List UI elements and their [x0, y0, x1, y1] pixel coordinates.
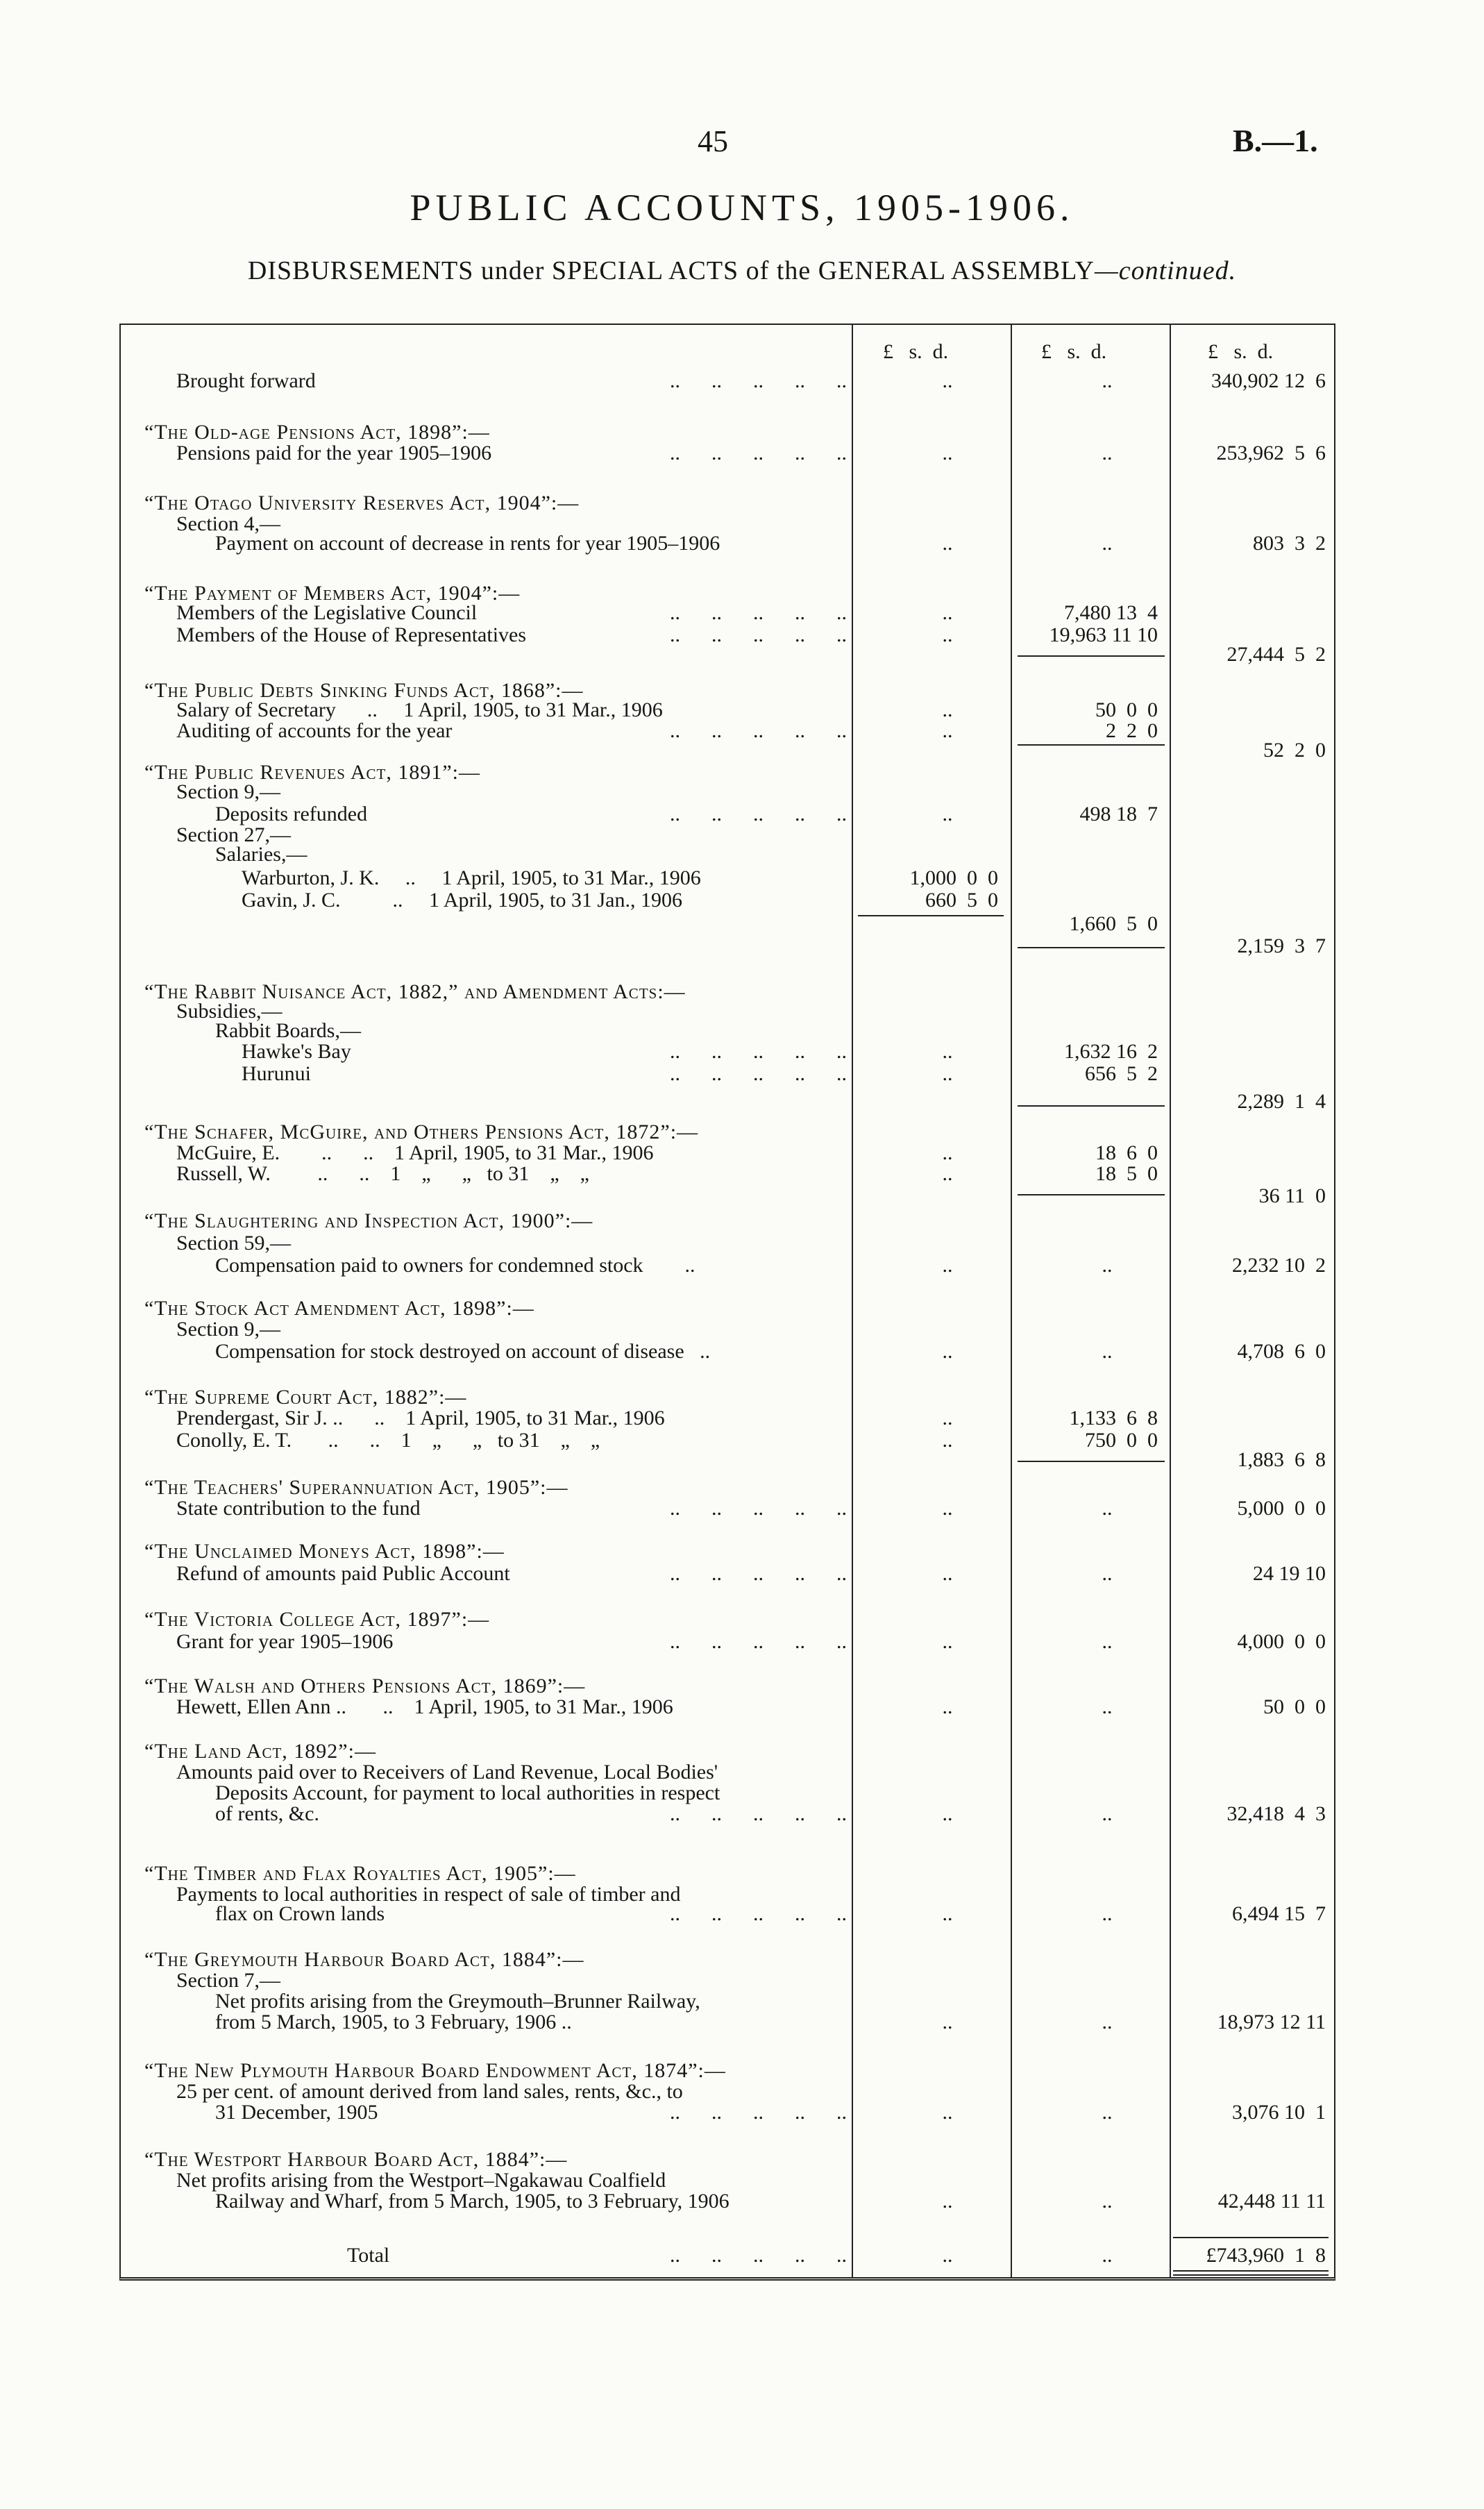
- table-row: [0, 1448, 1484, 1472]
- table-row: [0, 1062, 1484, 1086]
- page-number: 45: [698, 124, 728, 158]
- table-row: [0, 2190, 1484, 2213]
- row-description: Hawke's Bay: [242, 1040, 351, 1063]
- amount-c3: 2,159 3 7: [1237, 934, 1326, 957]
- amount-c3: 32,418 4 3: [1226, 1802, 1326, 1825]
- leader-dots: .. .. .. .. ..: [670, 1062, 847, 1085]
- leader-dots: .. .. .. .. ..: [670, 369, 847, 392]
- amount-c1: ..: [942, 1562, 953, 1585]
- table-row: [0, 1407, 1484, 1430]
- row-description: Deposits refunded: [215, 803, 368, 825]
- amount-c3: 18,973 12 11: [1217, 2011, 1326, 2033]
- leader-dots: .. .. .. .. ..: [670, 1630, 847, 1653]
- leader-dots: .. .. .. .. ..: [670, 601, 847, 624]
- subtitle-text: DISBURSEMENTS under SPECIAL ACTS of the GENERAL ASSEMBLY: [247, 256, 1095, 285]
- subtotal-rule: [1018, 744, 1165, 746]
- amount-c1: ..: [942, 1407, 953, 1429]
- act-heading: “The Old-age Pensions Act, 1898”:—: [144, 421, 490, 444]
- table-row: [0, 1675, 1484, 1698]
- row-description: Railway and Wharf, from 5 March, 1905, to 3 February, 1906: [215, 2190, 730, 2213]
- table-row: [0, 2059, 1484, 2083]
- subtotal-rule: [858, 915, 1004, 916]
- amount-c2: ..: [1102, 1902, 1113, 1925]
- act-heading: “The Supreme Court Act, 1882”:—: [144, 1386, 467, 1409]
- amount-c1: ..: [942, 601, 953, 624]
- table-row: [0, 1608, 1484, 1631]
- row-description: Conolly, E. T. .. .. 1 „ „ to 31 „ „: [176, 1429, 600, 1452]
- amount-c2: 656 5 2: [1085, 1062, 1158, 1085]
- amount-c3: 50 0 0: [1263, 1695, 1326, 1718]
- table-row: [0, 1184, 1484, 1208]
- amount-c2: ..: [1102, 2101, 1113, 2124]
- leader-dots: .. .. .. .. ..: [670, 1562, 847, 1585]
- table-row: [0, 421, 1484, 444]
- table-row: [0, 2169, 1484, 2192]
- table-row: [0, 369, 1484, 393]
- amount-c2: ..: [1102, 2190, 1113, 2213]
- table-row: [0, 698, 1484, 722]
- amount-c2: ..: [1102, 1695, 1113, 1718]
- row-description: Compensation for stock destroyed on account of disease ..: [215, 1340, 711, 1363]
- amount-c2: ..: [1102, 2244, 1113, 2267]
- table-row: [0, 1019, 1484, 1043]
- page-title: PUBLIC ACCOUNTS, 1905-1906.: [410, 187, 1074, 228]
- amount-c3: 52 2 0: [1263, 739, 1326, 762]
- column-heading-2: £ s. d.: [1041, 340, 1107, 363]
- table-row: [0, 780, 1484, 804]
- amount-c1: 1,000 0 0: [909, 866, 998, 889]
- row-description: Payment on account of decrease in rents for year 1905–1906: [215, 532, 720, 555]
- row-description: Hewett, Ellen Ann .. .. 1 April, 1905, to 31 Mar., 1906: [176, 1695, 673, 1718]
- act-heading: “The Stock Act Amendment Act, 1898”:—: [144, 1297, 534, 1320]
- amount-c3: 5,000 0 0: [1237, 1497, 1326, 1520]
- amount-c2: ..: [1102, 1802, 1113, 1825]
- amount-c3: 253,962 5 6: [1216, 442, 1326, 464]
- amount-c3: 4,708 6 0: [1237, 1340, 1326, 1363]
- amount-c3: 340,902 12 6: [1211, 369, 1326, 392]
- table-row: [0, 934, 1484, 958]
- subtitle-suffix: —continued.: [1094, 256, 1237, 285]
- act-heading: “The Public Revenues Act, 1891”:—: [144, 761, 480, 784]
- row-description: Section 27,—: [176, 823, 291, 846]
- amount-c1: ..: [942, 698, 953, 721]
- document-reference: B.—1.: [1233, 123, 1318, 158]
- table-row: [0, 1862, 1484, 1886]
- act-heading: “The Rabbit Nuisance Act, 1882,” and Amendment Acts:—: [144, 980, 686, 1003]
- row-description: Total: [347, 2244, 390, 2267]
- table-row: [0, 1162, 1484, 1186]
- amount-c2: ..: [1102, 1340, 1113, 1363]
- table-row: [0, 442, 1484, 465]
- row-description: Net profits arising from the Greymouth–Brunner Railway,: [215, 1990, 700, 2013]
- act-heading: “The Otago University Reserves Act, 1904”:—: [144, 492, 580, 514]
- amount-c3: 6,494 15 7: [1232, 1902, 1326, 1925]
- row-description: Salary of Secretary .. 1 April, 1905, to 31 Mar., 1906: [176, 698, 663, 721]
- amount-c3: 2,232 10 2: [1232, 1254, 1326, 1277]
- subtotal-rule: [1018, 947, 1165, 948]
- table-row: [0, 643, 1484, 666]
- subtotal-rule: [1018, 1105, 1165, 1107]
- total-double-rule: [1173, 2270, 1329, 2276]
- amount-c2: 1,660 5 0: [1069, 912, 1158, 935]
- amount-c1: ..: [942, 1497, 953, 1520]
- amount-c1: ..: [942, 719, 953, 742]
- amount-c2: ..: [1102, 2011, 1113, 2033]
- row-description: Section 59,—: [176, 1232, 291, 1254]
- table-row: [0, 739, 1484, 762]
- table-row: [0, 1761, 1484, 1784]
- table-row: [0, 1969, 1484, 1992]
- amount-c1: ..: [942, 1340, 953, 1363]
- amount-c3: 1,883 6 8: [1237, 1448, 1326, 1471]
- row-description: Salaries,—: [215, 843, 307, 866]
- table-row: [0, 1232, 1484, 1255]
- page-subtitle: [0, 255, 1484, 286]
- row-description: Pensions paid for the year 1905–1906: [176, 442, 492, 464]
- amount-c3: 4,000 0 0: [1237, 1630, 1326, 1653]
- table-row: [0, 1040, 1484, 1064]
- table-row: [0, 803, 1484, 826]
- amount-c1: ..: [942, 1630, 953, 1653]
- act-heading: “The Land Act, 1892”:—: [144, 1740, 376, 1763]
- act-heading: “The Slaughtering and Inspection Act, 1900”:—: [144, 1209, 593, 1232]
- row-description: 31 December, 1905: [215, 2101, 378, 2124]
- table-row: [0, 1562, 1484, 1586]
- leader-dots: .. .. .. .. ..: [670, 2244, 847, 2267]
- table-row: [0, 1948, 1484, 1972]
- row-description: McGuire, E. .. .. 1 April, 1905, to 31 Mar., 1906: [176, 1141, 654, 1164]
- subtotal-rule: [1018, 1194, 1165, 1195]
- row-description: State contribution to the fund: [176, 1497, 421, 1520]
- row-description: Warburton, J. K. .. 1 April, 1905, to 31 Mar., 1906: [242, 866, 701, 889]
- amount-c2: ..: [1102, 442, 1113, 464]
- table-row: [0, 1540, 1484, 1563]
- act-heading: “The Schafer, McGuire, and Others Pensions Act, 1872”:—: [144, 1121, 699, 1143]
- table-row: [0, 889, 1484, 912]
- leader-dots: .. .. .. .. ..: [670, 719, 847, 742]
- amount-c2: ..: [1102, 1562, 1113, 1585]
- amount-c2: 498 18 7: [1079, 803, 1158, 825]
- amount-c1: 660 5 0: [925, 889, 998, 912]
- amount-c2: ..: [1102, 369, 1113, 392]
- row-description: Auditing of accounts for the year: [176, 719, 453, 742]
- table-row: [0, 492, 1484, 515]
- row-description: 25 per cent. of amount derived from land sales, rents, &c., to: [176, 2080, 683, 2103]
- row-description: Rabbit Boards,—: [215, 1019, 361, 1042]
- act-heading: “The Westport Harbour Board Act, 1884”:—: [144, 2148, 568, 2171]
- amount-c1: ..: [942, 532, 953, 555]
- amount-c2: ..: [1102, 532, 1113, 555]
- table-row: [0, 1497, 1484, 1520]
- row-description: from 5 March, 1905, to 3 February, 1906 ..: [215, 2011, 572, 2033]
- table-row: [0, 1802, 1484, 1826]
- amount-c2: 50 0 0: [1095, 698, 1158, 721]
- row-description: Russell, W. .. .. 1 „ „ to 31 „ „: [176, 1162, 589, 1185]
- table-row: [0, 866, 1484, 890]
- amount-c1: ..: [942, 369, 953, 392]
- amount-c2: 750 0 0: [1085, 1429, 1158, 1452]
- act-heading: “The Payment of Members Act, 1904”:—: [144, 582, 521, 605]
- amount-c1: ..: [942, 1429, 953, 1452]
- row-description: Net profits arising from the Westport–Ngakawau Coalfield: [176, 2169, 666, 2192]
- subtotal-rule: [1018, 655, 1165, 657]
- amount-c2: ..: [1102, 1254, 1113, 1277]
- act-heading: “The Unclaimed Moneys Act, 1898”:—: [144, 1540, 505, 1563]
- table-row: [0, 532, 1484, 555]
- leader-dots: .. .. .. .. ..: [670, 1040, 847, 1063]
- table-row: [0, 1141, 1484, 1165]
- table-row: [0, 1297, 1484, 1320]
- amount-c2: 2 2 0: [1106, 719, 1158, 742]
- amount-c1: ..: [942, 2011, 953, 2033]
- row-description: Section 4,—: [176, 512, 280, 535]
- act-heading: “The Timber and Flax Royalties Act, 1905”:—: [144, 1862, 576, 1885]
- row-description: Members of the House of Representatives: [176, 623, 527, 646]
- table-row: [0, 1476, 1484, 1500]
- table-row: [0, 1254, 1484, 1277]
- amount-c3: 27,444 5 2: [1226, 643, 1326, 666]
- amount-c1: ..: [942, 1040, 953, 1063]
- table-row: [0, 1695, 1484, 1719]
- table-row: [0, 1386, 1484, 1409]
- row-description: Amounts paid over to Receivers of Land Revenue, Local Bodies': [176, 1761, 718, 1784]
- amount-c1: ..: [942, 803, 953, 825]
- amount-c2: 19,963 11 10: [1049, 623, 1158, 646]
- amount-c1: ..: [942, 1802, 953, 1825]
- amount-c3: 36 11 0: [1258, 1184, 1326, 1207]
- table-row: [0, 601, 1484, 625]
- act-heading: “The Teachers' Superannuation Act, 1905”:—: [144, 1476, 568, 1499]
- amount-c1: ..: [942, 1695, 953, 1718]
- amount-c3: 3,076 10 1: [1232, 2101, 1326, 2124]
- row-description: Prendergast, Sir J. .. .. 1 April, 1905, to 31 Mar., 1906: [176, 1407, 665, 1429]
- table-row: [0, 1209, 1484, 1233]
- row-description: Compensation paid to owners for condemned stock ..: [215, 1254, 695, 1277]
- table-row: [0, 1340, 1484, 1363]
- leader-dots: .. .. .. .. ..: [670, 1902, 847, 1925]
- row-description: flax on Crown lands: [215, 1902, 385, 1925]
- amount-c1: ..: [942, 1141, 953, 1164]
- amount-c2: 18 5 0: [1095, 1162, 1158, 1185]
- amount-c2: ..: [1102, 1630, 1113, 1653]
- table-row: [0, 2148, 1484, 2172]
- row-description: Section 9,—: [176, 780, 280, 803]
- table-row: [0, 1781, 1484, 1805]
- row-description: Refund of amounts paid Public Account: [176, 1562, 510, 1585]
- subtotal-rule: [1018, 1461, 1165, 1462]
- amount-c3: £743,960 1 8: [1206, 2244, 1326, 2267]
- row-description: Gavin, J. C. .. 1 April, 1905, to 31 Jan., 1906: [242, 889, 682, 912]
- amount-c2: ..: [1102, 1497, 1113, 1520]
- amount-c3: 24 19 10: [1253, 1562, 1326, 1585]
- amount-c1: ..: [942, 623, 953, 646]
- column-heading-1: £ s. d.: [883, 340, 949, 363]
- amount-c1: ..: [942, 1062, 953, 1085]
- amount-c3: 803 3 2: [1253, 532, 1326, 555]
- amount-c2: 18 6 0: [1095, 1141, 1158, 1164]
- act-heading: “The Greymouth Harbour Board Act, 1884”:—: [144, 1948, 584, 1971]
- row-description: Subsidies,—: [176, 1000, 283, 1023]
- row-description: Members of the Legislative Council: [176, 601, 478, 624]
- row-description: Deposits Account, for payment to local authorities in respect: [215, 1781, 720, 1804]
- act-heading: “The Public Debts Sinking Funds Act, 1868”:—: [144, 679, 584, 702]
- table-row: [0, 1902, 1484, 1926]
- amount-c1: ..: [942, 2244, 953, 2267]
- amount-c1: ..: [942, 2101, 953, 2124]
- table-row: [0, 2101, 1484, 2124]
- leader-dots: .. .. .. .. ..: [670, 442, 847, 464]
- table-row: [0, 1990, 1484, 2013]
- amount-c2: 7,480 13 4: [1064, 601, 1158, 624]
- row-description: Hurunui: [242, 1062, 311, 1085]
- amount-c1: ..: [942, 1254, 953, 1277]
- row-description: Section 7,—: [176, 1969, 280, 1992]
- leader-dots: .. .. .. .. ..: [670, 1497, 847, 1520]
- table-row: [0, 843, 1484, 866]
- leader-dots: .. .. .. .. ..: [670, 1802, 847, 1825]
- table-row: [0, 1090, 1484, 1114]
- row-description: Section 9,—: [176, 1318, 280, 1341]
- leader-dots: .. .. .. .. ..: [670, 2101, 847, 2124]
- table-row: [0, 912, 1484, 936]
- table-row: [0, 1630, 1484, 1654]
- row-description: Brought forward: [176, 369, 316, 392]
- leader-dots: .. .. .. .. ..: [670, 623, 847, 646]
- amount-c1: ..: [942, 2190, 953, 2213]
- act-heading: “The Victoria College Act, 1897”:—: [144, 1608, 490, 1631]
- table-row: [0, 2244, 1484, 2267]
- act-heading: “The New Plymouth Harbour Board Endowment Act, 1874”:—: [144, 2059, 726, 2082]
- amount-c1: ..: [942, 1902, 953, 1925]
- row-description: Grant for year 1905–1906: [176, 1630, 394, 1653]
- amount-c2: 1,133 6 8: [1069, 1407, 1158, 1429]
- table-row: [0, 2080, 1484, 2104]
- table-row: [0, 2011, 1484, 2034]
- table-row: [0, 1121, 1484, 1144]
- act-heading: “The Walsh and Others Pensions Act, 1869”:—: [144, 1675, 586, 1697]
- total-rule: [1173, 2237, 1329, 2238]
- amount-c1: ..: [942, 442, 953, 464]
- table-row: [0, 1318, 1484, 1341]
- row-description: of rents, &c.: [215, 1802, 319, 1825]
- amount-c3: 42,448 11 11: [1217, 2190, 1326, 2213]
- leader-dots: .. .. .. .. ..: [670, 803, 847, 825]
- amount-c1: ..: [942, 1162, 953, 1185]
- row-description: Payments to local authorities in respect of sale of timber and: [176, 1883, 681, 1906]
- table-row: [0, 1740, 1484, 1763]
- amount-c2: 1,632 16 2: [1064, 1040, 1158, 1063]
- column-heading-3: £ s. d.: [1208, 340, 1274, 363]
- amount-c3: 2,289 1 4: [1237, 1090, 1326, 1113]
